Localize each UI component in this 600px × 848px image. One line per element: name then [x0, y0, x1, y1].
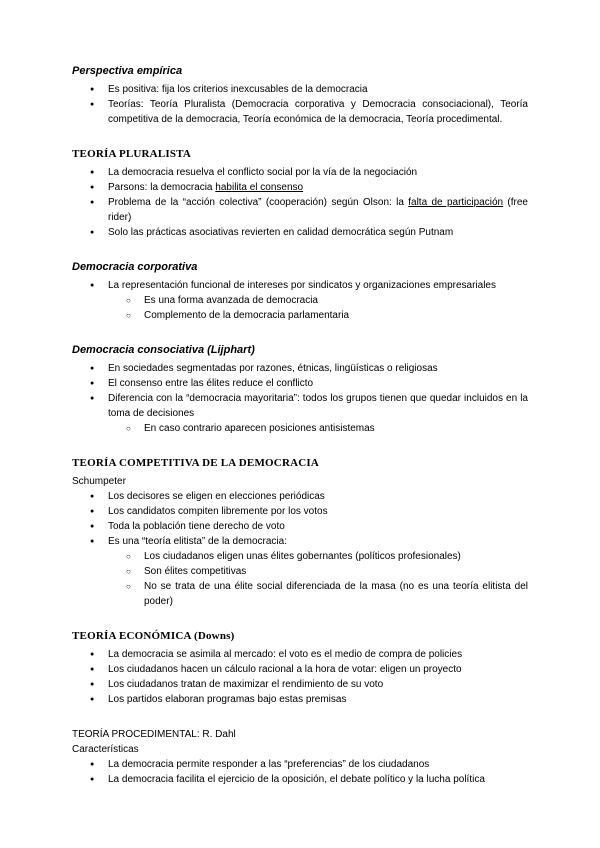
list-item-text: Son élites competitivas: [144, 566, 247, 577]
underlined-text: falta de participación: [408, 197, 504, 208]
list-item: [72, 82, 528, 97]
list-item-text: En sociedades segmentadas por razones, étnicas, lingüísticas o religiosas: [108, 363, 438, 374]
list-item-text: La democracia se asimila al mercado: el voto es el medio de compra de policies: [108, 649, 463, 660]
list-item-text: Los candidatos compiten libremente por los votos: [108, 506, 328, 517]
list-item-text: Diferencia con la “democracia mayoritaria”: todos los grupos tienen que quedar incluidos en la toma de decisiones: [108, 393, 528, 419]
bullet-list: [72, 489, 528, 609]
list-item: [72, 278, 528, 293]
list-item-text: Los ciudadanos tratan de maximizar el rendimiento de su voto: [108, 679, 384, 690]
bullet-circle-icon: ○: [126, 567, 131, 576]
list-item-text: Los partidos elaboran programas bajo estas premisas: [108, 694, 347, 705]
list-item: [72, 549, 528, 564]
bullet-circle-icon: ○: [126, 311, 131, 320]
bullet-list: [72, 82, 528, 127]
list-item-text: Los ciudadanos hacen un cálculo racional a la hora de votar: eligen un proyecto: [108, 664, 462, 675]
text-run: Parsons: la democracia: [108, 182, 216, 193]
section-heading: Democracia consociativa (Lijphart): [72, 344, 255, 356]
list-item-text: Complemento de la democracia parlamentaria: [144, 310, 350, 321]
section-heading: TEORÍA PLURALISTA: [72, 148, 192, 160]
bullet-disc-icon: ●: [90, 666, 95, 673]
bullet-list: [72, 165, 528, 240]
list-item: [72, 519, 528, 534]
list-item-text: No se trata de una élite social diferenciada de la masa (no es una teoría elitista del poder): [144, 581, 528, 607]
bullet-disc-icon: ●: [90, 169, 95, 176]
list-item: [72, 757, 528, 772]
list-item: [72, 677, 528, 692]
bullet-disc-icon: ●: [90, 365, 95, 372]
list-item: [72, 376, 528, 391]
bullet-disc-icon: ●: [90, 508, 95, 515]
bullet-circle-icon: ○: [126, 296, 131, 305]
bullet-circle-icon: ○: [126, 424, 131, 433]
list-item: [72, 579, 528, 609]
text-run: (free rider): [108, 197, 528, 223]
bullet-disc-icon: ●: [90, 199, 95, 206]
bullet-circle-icon: ○: [126, 552, 131, 561]
bullet-disc-icon: ●: [90, 229, 95, 236]
bullet-disc-icon: ●: [90, 776, 95, 783]
bullet-disc-icon: ●: [90, 380, 95, 387]
bullet-disc-icon: ●: [90, 493, 95, 500]
list-item-text: La representación funcional de intereses por sindicatos y organizaciones empresariales: [108, 280, 496, 291]
section-heading: Perspectiva empírica: [72, 65, 183, 77]
bullet-disc-icon: ●: [90, 681, 95, 688]
underlined-text: habilita el consenso: [215, 182, 304, 193]
section-heading: TEORÍA COMPETITIVA DE LA DEMOCRACIA: [72, 457, 320, 469]
paragraph: Características: [72, 744, 139, 755]
bullet-disc-icon: ●: [90, 395, 95, 402]
list-item-text: [108, 180, 528, 195]
list-item: [72, 421, 528, 436]
list-item: [72, 647, 528, 662]
list-item-text: En caso contrario aparecen posiciones antisistemas: [144, 423, 375, 434]
list-item: [72, 180, 528, 195]
list-item: [72, 391, 528, 421]
paragraph: Schumpeter: [72, 476, 126, 487]
list-item-text: Los decisores se eligen en elecciones periódicas: [108, 491, 325, 502]
list-item: [72, 534, 528, 549]
list-item: [72, 165, 528, 180]
list-item-text: Los ciudadanos eligen unas élites gobernantes (políticos profesionales): [144, 551, 461, 562]
bullet-disc-icon: ●: [90, 651, 95, 658]
bullet-circle-icon: ○: [126, 582, 131, 591]
section-heading: Democracia corporativa: [72, 261, 198, 273]
paragraph: TEORÍA PROCEDIMENTAL: R. Dahl: [72, 729, 236, 740]
list-item: [72, 308, 528, 323]
bullet-list: [72, 278, 528, 323]
bullet-disc-icon: ●: [90, 184, 95, 191]
list-item: [72, 195, 528, 225]
bullet-disc-icon: ●: [90, 696, 95, 703]
list-item: [72, 361, 528, 376]
list-item-text: Toda la población tiene derecho de voto: [108, 521, 285, 532]
document-content: [72, 64, 528, 787]
list-item: [72, 772, 528, 787]
list-item-text: Es una forma avanzada de democracia: [144, 295, 318, 306]
bullet-disc-icon: ●: [90, 101, 95, 108]
list-item-text: Es una “teoría elitista” de la democracia:: [108, 536, 287, 547]
bullet-list: [72, 757, 528, 787]
text-run: Problema de la “acción colectiva” (cooperación) según Olson: la: [108, 197, 409, 208]
list-item-text: La democracia facilita el ejercicio de la oposición, el debate político y la lucha política: [108, 774, 485, 785]
list-item: [72, 293, 528, 308]
list-item-text: Es positiva: fija los criterios inexcusables de la democracia: [108, 84, 368, 95]
list-item: [72, 504, 528, 519]
section-heading: TEORÍA ECONÓMICA (Downs): [72, 630, 235, 642]
bullet-list: [72, 361, 528, 436]
bullet-disc-icon: ●: [90, 86, 95, 93]
list-item: [72, 97, 528, 127]
list-item-text: La democracia resuelva el conflicto social por la vía de la negociación: [108, 167, 418, 178]
bullet-disc-icon: ●: [90, 523, 95, 530]
bullet-disc-icon: ●: [90, 538, 95, 545]
bullet-list: [72, 647, 528, 707]
list-item-text: La democracia permite responder a las “preferencias” de los ciudadanos: [108, 759, 430, 770]
list-item: [72, 489, 528, 504]
list-item-text: Solo las prácticas asociativas revierten en calidad democrática según Putnam: [108, 227, 454, 238]
list-item-text: [108, 195, 528, 225]
list-item-text: El consenso entre las élites reduce el conflicto: [108, 378, 314, 389]
bullet-disc-icon: ●: [90, 761, 95, 768]
list-item: [72, 662, 528, 677]
bullet-disc-icon: ●: [90, 282, 95, 289]
list-item: [72, 564, 528, 579]
list-item: [72, 225, 528, 240]
list-item-text: Teorías: Teoría Pluralista (Democracia corporativa y Democracia consociacional), Teoría competitiva de la democracia, Teoría económica de la democracia, Teoría procedimental.: [108, 99, 528, 125]
list-item: [72, 692, 528, 707]
